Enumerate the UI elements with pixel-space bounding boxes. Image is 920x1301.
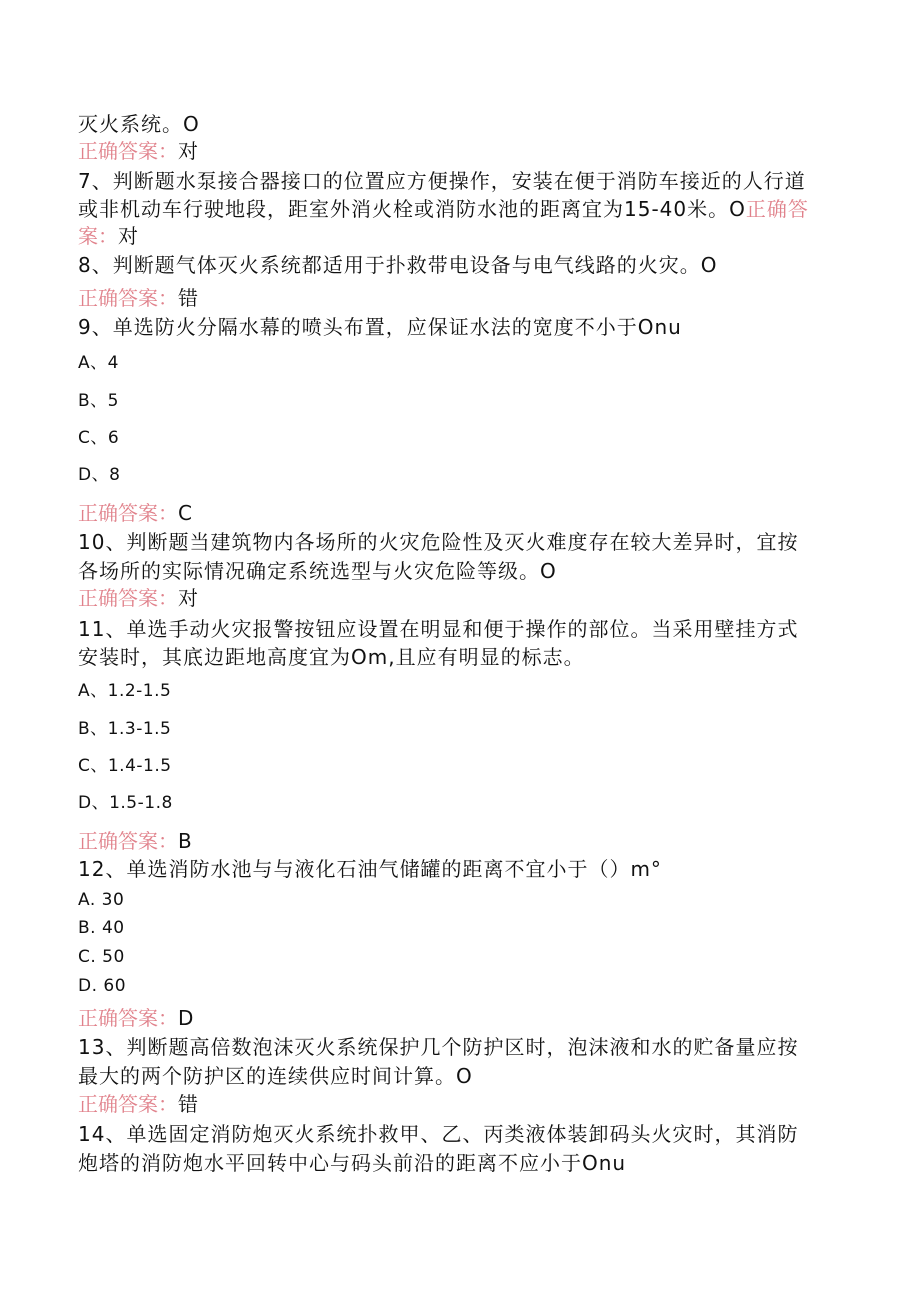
- answer-label: 正确答案：: [78, 586, 178, 610]
- question-14-line-1: 14、单选固定消防炮灭火系统扑救甲、乙、丙类液体装卸码头火灾时，其消防: [78, 1122, 799, 1146]
- answer-line-q13: [78, 1091, 198, 1117]
- question-7-line-2: [78, 196, 809, 222]
- question-13-line-2: 最大的两个防护区的连续供应时间计算。O: [78, 1064, 473, 1088]
- answer-line-q12: [78, 1005, 193, 1031]
- answer-line-q9: [78, 500, 192, 526]
- question-13-line-1: 13、判断题高倍数泡沫灭火系统保护几个防护区时，泡沫液和水的贮备量应按: [78, 1035, 799, 1059]
- option-a: A. 30: [78, 890, 125, 910]
- answer-line-q10: [78, 585, 198, 611]
- answer-line-q6: [78, 138, 198, 164]
- question-12: 12、单选消防水池与与液化石油气储罐的距离不宜小于（）m°: [78, 857, 662, 881]
- option-c: C. 50: [78, 947, 125, 967]
- question-9: 9、单选防火分隔水幕的喷头布置，应保证水法的宽度不小于Onu: [78, 315, 682, 339]
- answer-label: 正确答案：: [78, 501, 178, 525]
- option-c: C、1.4-1.5: [78, 756, 172, 776]
- answer-line-q7: [78, 223, 138, 249]
- answer-line-q8: [78, 285, 198, 311]
- question-6-tail: 灭火系统。O: [78, 112, 200, 136]
- question-14-line-2: 炮塔的消防炮水平回转中心与码头前沿的距离不应小于Onu: [78, 1151, 627, 1175]
- answer-value: 对: [178, 586, 198, 610]
- answer-line-q11: [78, 828, 192, 854]
- answer-label: 正确答案：: [78, 286, 178, 310]
- question-8: 8、判断题气体灭火系统都适用于扑救带电设备与电气线路的火灾。O: [78, 253, 718, 277]
- answer-label: 正确答: [745, 197, 809, 221]
- answer-value: 对: [178, 139, 198, 163]
- answer-value: B: [178, 829, 192, 853]
- option-b: B、1.3-1.5: [78, 719, 172, 739]
- question-11-line-1: 11、单选手动火灾报警按钮应设置在明显和便于操作的部位。当采用壁挂方式: [78, 617, 799, 641]
- answer-value: 对: [118, 224, 138, 248]
- option-b: B. 40: [78, 918, 125, 938]
- answer-value: 错: [178, 286, 198, 310]
- answer-label: 正确答案：: [78, 1092, 178, 1116]
- answer-label: 正确答案：: [78, 139, 178, 163]
- answer-value: D: [178, 1006, 194, 1030]
- option-b: B、5: [78, 391, 119, 411]
- question-7-line-1: 7、判断题水泵接合器接口的位置应方便操作，安装在便于消防车接近的人行道: [78, 169, 806, 193]
- answer-label: 案：: [78, 224, 118, 248]
- option-a: A、4: [78, 353, 119, 373]
- answer-label: 正确答案：: [78, 829, 178, 853]
- option-a: A、1.2-1.5: [78, 681, 172, 701]
- answer-value: 错: [178, 1092, 198, 1116]
- answer-value: C: [178, 501, 192, 525]
- option-d: D、8: [78, 465, 121, 485]
- question-10-line-1: 10、判断题当建筑物内各场所的火灾危险性及灭火难度存在较大差异时，宜按: [78, 530, 799, 554]
- question-11-line-2: 安装时，其底边距地高度宜为Om,且应有明显的标志。: [78, 645, 585, 669]
- option-c: C、6: [78, 428, 120, 448]
- option-d: D、1.5-1.8: [78, 793, 173, 813]
- answer-label: 正确答案：: [78, 1006, 178, 1030]
- question-7-text: 或非机动车行驶地段，距室外消火栓或消防水池的距离宜为15-40米。O: [78, 197, 746, 221]
- question-10-line-2: 各场所的实际情况确定系统选型与火灾危险等级。O: [78, 559, 557, 583]
- option-d: D. 60: [78, 976, 127, 996]
